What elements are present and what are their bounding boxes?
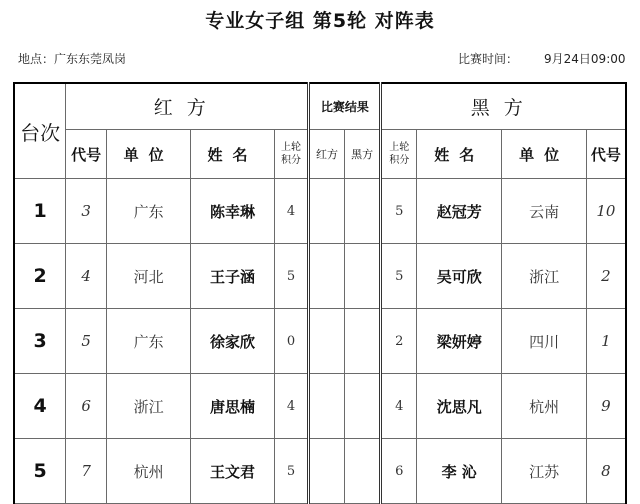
red-prev-score: 0 xyxy=(274,309,309,374)
black-unit: 云南 xyxy=(502,179,586,244)
red-prev-score: 4 xyxy=(274,374,309,439)
red-code: 7 xyxy=(66,439,107,504)
black-prev-score: 5 xyxy=(381,179,417,244)
red-prev-score-header: 上轮 积分 xyxy=(274,130,309,179)
black-name-header: 姓名 xyxy=(417,130,502,179)
table-number: 4 xyxy=(14,374,66,439)
red-name-header: 姓名 xyxy=(191,130,274,179)
red-unit: 广东 xyxy=(106,179,190,244)
red-unit: 广东 xyxy=(106,309,190,374)
black-prev-score-header: 上轮 积分 xyxy=(381,130,417,179)
black-code: 9 xyxy=(586,374,626,439)
red-unit: 浙江 xyxy=(106,374,190,439)
red-code: 6 xyxy=(66,374,107,439)
result-black-cell xyxy=(344,439,381,504)
table-row xyxy=(14,439,626,504)
table-number: 1 xyxy=(14,179,66,244)
red-prev-score: 5 xyxy=(274,439,309,504)
red-side-header: 红方 xyxy=(66,83,309,130)
black-code: 1 xyxy=(586,309,626,374)
venue-line xyxy=(18,50,126,67)
table-row xyxy=(14,179,626,244)
venue-value: 广东东莞凤岗 xyxy=(54,52,127,66)
match-time-label: 比赛时间： xyxy=(458,52,519,66)
black-name: 李 沁 xyxy=(417,439,502,504)
red-code: 3 xyxy=(66,179,107,244)
black-unit: 江苏 xyxy=(502,439,586,504)
match-time-value: 9月24日09:00 xyxy=(544,52,626,66)
black-code: 10 xyxy=(586,179,626,244)
result-black-cell xyxy=(344,179,381,244)
pairing-table xyxy=(13,82,627,504)
black-unit: 四川 xyxy=(502,309,586,374)
result-red-cell xyxy=(309,244,345,309)
red-name: 唐思楠 xyxy=(191,374,274,439)
black-code: 2 xyxy=(586,244,626,309)
result-black-cell xyxy=(344,309,381,374)
red-prev-score: 5 xyxy=(274,244,309,309)
black-prev-score: 6 xyxy=(381,439,417,504)
black-name: 梁妍婷 xyxy=(417,309,502,374)
red-name: 陈幸琳 xyxy=(191,179,274,244)
result-red-cell xyxy=(309,309,345,374)
black-name: 沈思凡 xyxy=(417,374,502,439)
black-name: 赵冠芳 xyxy=(417,179,502,244)
black-side-header: 黑方 xyxy=(381,83,626,130)
red-name: 王子涵 xyxy=(191,244,274,309)
black-unit: 杭州 xyxy=(502,374,586,439)
result-black-header: 黑方 xyxy=(344,130,381,179)
venue-label: 地点： xyxy=(18,52,55,66)
red-code-header: 代号 xyxy=(66,130,107,179)
black-unit: 浙江 xyxy=(502,244,586,309)
black-prev-score: 5 xyxy=(381,244,417,309)
result-black-cell xyxy=(344,244,381,309)
black-code-header: 代号 xyxy=(586,130,626,179)
result-red-cell xyxy=(309,179,345,244)
red-unit-header: 单位 xyxy=(106,130,190,179)
table-row xyxy=(14,244,626,309)
page-title: 专业女子组 第5轮 对阵表 xyxy=(205,10,435,32)
black-prev-score: 2 xyxy=(381,309,417,374)
red-unit: 河北 xyxy=(106,244,190,309)
table-number: 2 xyxy=(14,244,66,309)
table-number: 5 xyxy=(14,439,66,504)
result-red-cell xyxy=(309,374,345,439)
black-code: 8 xyxy=(586,439,626,504)
black-prev-score: 4 xyxy=(381,374,417,439)
red-prev-score: 4 xyxy=(274,179,309,244)
table-row xyxy=(14,374,626,439)
red-name: 徐家欣 xyxy=(191,309,274,374)
red-code: 5 xyxy=(66,309,107,374)
red-unit: 杭州 xyxy=(106,439,190,504)
black-unit-header: 单位 xyxy=(502,130,586,179)
table-row xyxy=(14,309,626,374)
table-number: 3 xyxy=(14,309,66,374)
result-red-header: 红方 xyxy=(309,130,345,179)
red-code: 4 xyxy=(66,244,107,309)
match-time-line xyxy=(458,50,626,67)
black-name: 吴可欣 xyxy=(417,244,502,309)
red-name: 王文君 xyxy=(191,439,274,504)
result-black-cell xyxy=(344,374,381,439)
result-header: 比赛结果 xyxy=(309,83,381,130)
result-red-cell xyxy=(309,439,345,504)
table-no-header: 台次 xyxy=(14,83,66,179)
